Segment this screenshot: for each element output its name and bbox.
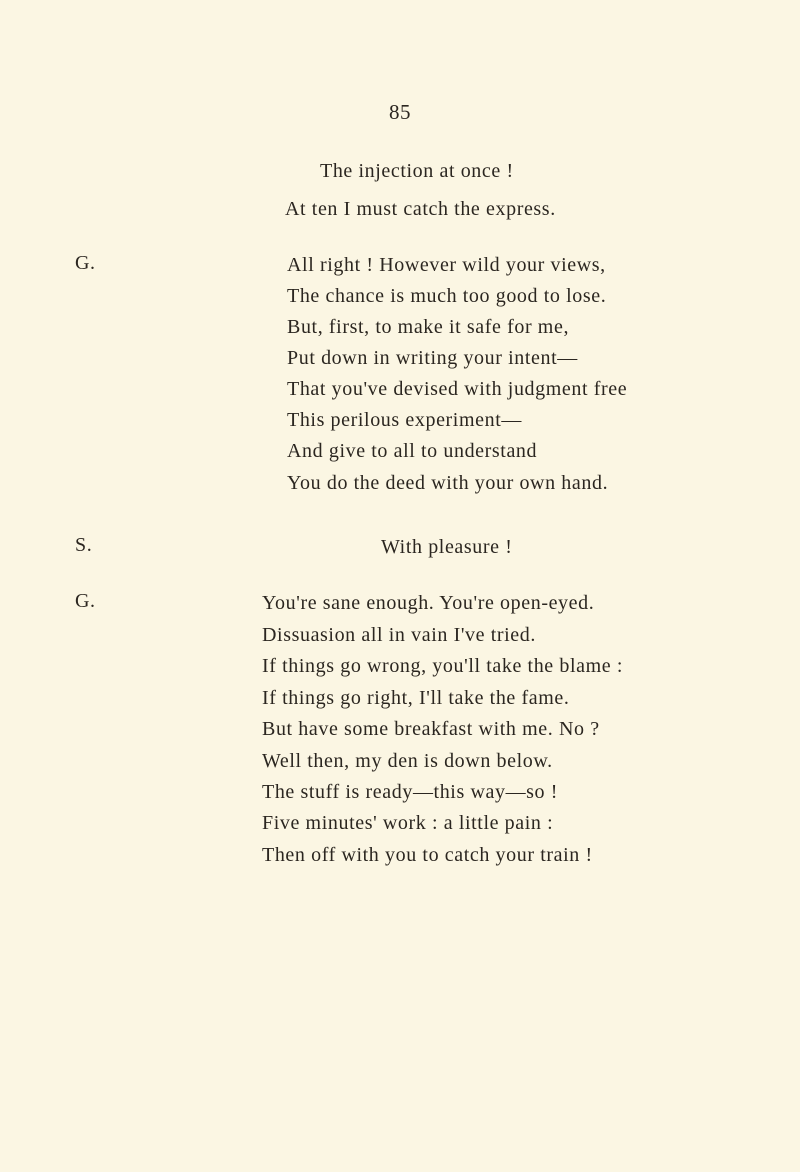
verse-line: Dissuasion all in vain I've tried.: [262, 624, 536, 646]
verse-line: Put down in writing your intent—: [287, 347, 578, 369]
verse-line: You do the deed with your own hand.: [287, 472, 609, 494]
verse-line: At ten I must catch the express.: [285, 198, 556, 220]
verse-line: The injection at once !: [320, 160, 514, 182]
verse-line: That you've devised with judgment free: [287, 378, 628, 400]
verse-line: With pleasure !: [381, 536, 513, 558]
verse-line: But have some breakfast with me. No ?: [262, 718, 600, 740]
verse-line: If things go right, I'll take the fame.: [262, 687, 570, 709]
speaker-label: S.: [75, 534, 93, 556]
speaker-label: G.: [75, 590, 96, 612]
page-number: 85: [389, 100, 411, 124]
verse-line: Well then, my den is down below.: [262, 750, 553, 772]
verse-line: But, first, to make it safe for me,: [287, 316, 570, 338]
speaker-label: G.: [75, 252, 96, 274]
verse-line: Then off with you to catch your train !: [262, 844, 593, 866]
verse-line: You're sane enough. You're open-eyed.: [262, 592, 595, 614]
verse-line: The chance is much too good to lose.: [287, 285, 607, 307]
verse-line: The stuff is ready—this way—so !: [262, 781, 559, 803]
verse-line: Five minutes' work : a little pain :: [262, 812, 554, 834]
verse-line: This perilous experiment—: [287, 409, 522, 431]
verse-line: And give to all to understand: [287, 440, 538, 462]
verse-line: If things go wrong, you'll take the blame :: [262, 655, 624, 677]
verse-line: All right ! However wild your views,: [287, 254, 606, 276]
